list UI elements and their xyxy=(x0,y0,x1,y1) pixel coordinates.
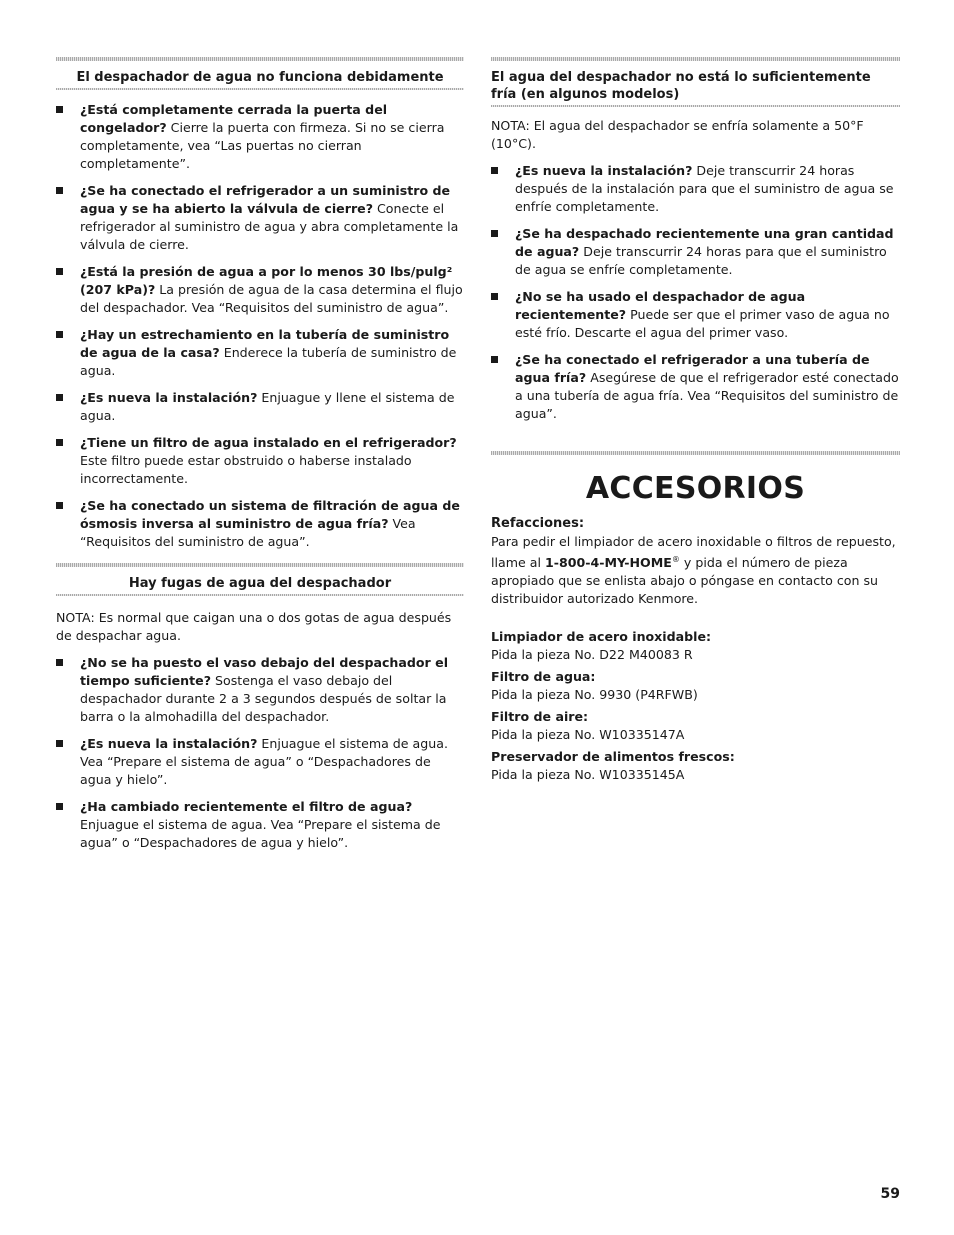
section-divider xyxy=(491,57,900,61)
bullet-icon xyxy=(56,394,63,401)
note-text: NOTA: Es normal que caigan una o dos gotas de agua después de despachar agua. xyxy=(56,610,452,643)
bullet-icon xyxy=(56,187,63,194)
bullet-icon xyxy=(491,356,498,363)
bullet-icon xyxy=(56,502,63,509)
list-item: ¿No se ha puesto el vaso debajo del despachador el tiempo suficiente? Sostenga el vaso debajo del despachador durante 2 a 3 segundos después de soltar la barra o la almohadilla del despachador. xyxy=(56,654,464,726)
parts-list xyxy=(491,628,900,784)
list-item: ¿Es nueva la instalación? Enjuague y llene el sistema de agua. xyxy=(56,389,464,425)
list-water-not-cold xyxy=(491,162,900,423)
section-divider xyxy=(491,451,900,455)
bullet-icon xyxy=(56,740,63,747)
replacement-parts-heading: Refacciones: xyxy=(491,516,585,531)
left-column xyxy=(56,0,464,852)
bullet-icon xyxy=(491,167,498,174)
section-divider xyxy=(56,88,464,90)
part-label: Preservador de alimentos frescos: xyxy=(491,749,735,765)
list-item: ¿Se ha conectado un sistema de filtración de agua de ósmosis inversa al suministro de agua fría? Vea “Requisitos del suministro de agua”. xyxy=(56,497,464,551)
accessories-title: ACCESORIOS xyxy=(585,471,806,506)
list-item: ¿Está la presión de agua a por lo menos 30 lbs/pulg² (207 kPa)? La presión de agua de la casa determina el flujo del despachador. Vea “Requisitos del suministro de agua”. xyxy=(56,263,464,317)
section-divider xyxy=(56,57,464,61)
bullet-icon xyxy=(56,331,63,338)
list-item: ¿Se ha conectado el refrigerador a una tubería de agua fría? Asegúrese de que el refrigerador esté conectado a una tubería de agua fría. Vea “Requisitos del suministro de agua”. xyxy=(491,351,900,423)
page-number: 59 xyxy=(880,1186,900,1202)
bullet-icon xyxy=(56,439,63,446)
list-item: ¿Ha cambiado recientemente el filtro de agua? Enjuague el sistema de agua. Vea “Prepare el sistema de agua” o “Despachadores de agua y hielo”. xyxy=(56,798,464,852)
part-number: Pida la pieza No. W10335147A xyxy=(491,727,685,743)
phone-number: 1-800-4-MY-HOME xyxy=(544,555,672,571)
note-text: NOTA: El agua del despachador se enfría solamente a 50°F (10°C). xyxy=(491,118,864,151)
list-item: ¿Se ha despachado recientemente una gran cantidad de agua? Deje transcurrir 24 horas para que el suministro de agua se enfríe completamente. xyxy=(491,225,900,279)
part-label: Filtro de aire: xyxy=(491,709,589,725)
bullet-icon xyxy=(491,293,498,300)
part-number: Pida la pieza No. 9930 (P4RFWB) xyxy=(491,687,698,703)
list-item: ¿Está completamente cerrada la puerta del congelador? Cierre la puerta con firmeza. Si no se cierra completamente, vea “Las puertas no cierran completamente”. xyxy=(56,101,464,173)
list-item: ¿No se ha usado el despachador de agua recientemente? Puede ser que el primer vaso de agua no esté frío. Descarte el agua del primer vaso. xyxy=(491,288,900,342)
list-item: ¿Se ha conectado el refrigerador a un suministro de agua y se ha abierto la válvula de cierre? Conecte el refrigerador al suministro de agua y abra completamente la válvula de cierre. xyxy=(56,182,464,254)
list-dispenser-leaks xyxy=(56,654,464,852)
section-divider xyxy=(56,563,464,567)
bullet-icon xyxy=(56,106,63,113)
right-column xyxy=(491,0,900,784)
bullet-icon xyxy=(56,659,63,666)
bullet-icon xyxy=(491,230,498,237)
accessories-intro: Para pedir el limpiador de acero inoxidable o filtros de repuesto, llame al 1-800-4-MY-HOME® y pida el número de pieza apropiado que se enlista abajo o póngase en contacto con su distribuidor autorizado Kenmore. xyxy=(491,534,896,607)
list-item: ¿Tiene un filtro de agua instalado en el refrigerador? Este filtro puede estar obstruido o haberse instalado incorrectamente. xyxy=(56,434,464,488)
section-title-dispenser-not-working: El despachador de agua no funciona debidamente xyxy=(76,70,444,85)
section-divider xyxy=(491,105,900,107)
part-number: Pida la pieza No. W10335145A xyxy=(491,767,685,783)
section-divider xyxy=(56,594,464,596)
list-dispenser-not-working xyxy=(56,101,464,551)
list-item: ¿Es nueva la instalación? Enjuague el sistema de agua. Vea “Prepare el sistema de agua” o “Despachadores de agua y hielo”. xyxy=(56,735,464,789)
section-title-dispenser-leaks: Hay fugas de agua del despachador xyxy=(128,576,392,591)
bullet-icon xyxy=(56,268,63,275)
part-number: Pida la pieza No. D22 M40083 R xyxy=(491,647,693,663)
bullet-icon xyxy=(56,803,63,810)
part-label: Limpiador de acero inoxidable: xyxy=(491,629,712,645)
list-item: ¿Hay un estrechamiento en la tubería de suministro de agua de la casa? Enderece la tubería de suministro de agua. xyxy=(56,326,464,380)
section-title-water-not-cold: El agua del despachador no está lo suficientemente fría (en algunos modelos) xyxy=(491,70,871,102)
part-label: Filtro de agua: xyxy=(491,669,596,685)
list-item: ¿Es nueva la instalación? Deje transcurrir 24 horas después de la instalación para que el suministro de agua se enfríe completamente. xyxy=(491,162,900,216)
